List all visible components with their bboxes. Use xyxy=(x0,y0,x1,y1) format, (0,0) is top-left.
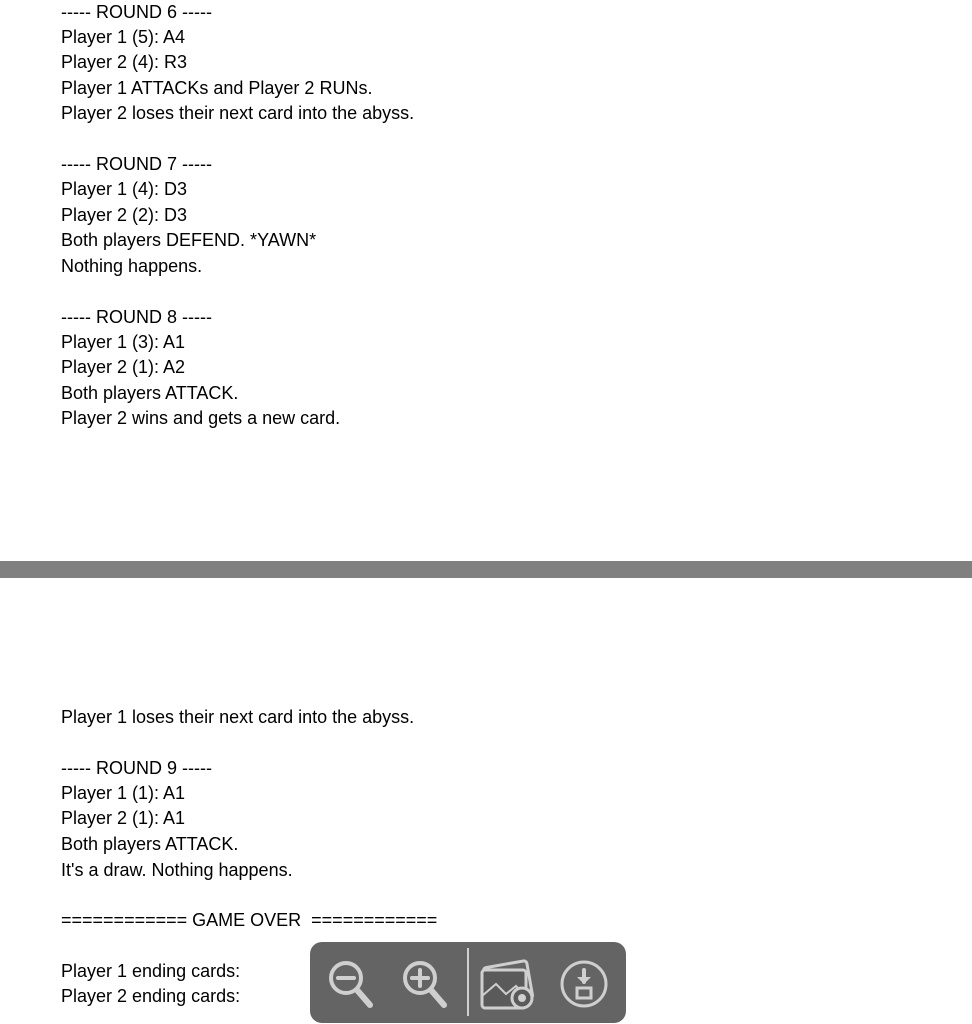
round-7-heading: ----- ROUND 7 ----- xyxy=(61,154,212,174)
round-9-player-1-play: Player 1 (1): A1 xyxy=(61,783,186,803)
open-in-preview-button[interactable] xyxy=(476,950,544,1018)
round-6-result: Player 2 loses their next card into the abyss. xyxy=(61,103,415,123)
round-8-result: Player 2 wins and gets a new card. xyxy=(61,408,341,428)
round-9-heading: ----- ROUND 9 ----- xyxy=(61,758,212,778)
toolbar-divider xyxy=(467,948,469,1016)
round-9-result: It's a draw. Nothing happens. xyxy=(61,860,293,880)
round-8-heading: ----- ROUND 8 ----- xyxy=(61,307,212,327)
zoom-in-icon xyxy=(390,950,458,1018)
open-in-preview-icon xyxy=(476,950,544,1018)
zoom-out-button[interactable] xyxy=(316,950,384,1018)
player-1-ending-cards: Player 1 ending cards: xyxy=(61,961,241,981)
round-7-player-2-play: Player 2 (2): D3 xyxy=(61,205,188,225)
zoom-in-button[interactable] xyxy=(390,950,458,1018)
player-2-ending-cards: Player 2 ending cards: xyxy=(61,986,241,1006)
round-8-player-2-play: Player 2 (1): A2 xyxy=(61,357,186,377)
round-8-result-continued: Player 1 loses their next card into the abyss. xyxy=(61,707,415,727)
zoom-out-icon xyxy=(316,950,384,1018)
round-7-result: Nothing happens. xyxy=(61,256,203,276)
game-over-banner: ============ GAME OVER ============ xyxy=(61,910,438,930)
round-9-player-2-play: Player 2 (1): A1 xyxy=(61,808,186,828)
save-to-device-icon xyxy=(550,950,618,1018)
round-6-player-1-play: Player 1 (5): A4 xyxy=(61,27,186,47)
pdf-viewer-toolbar xyxy=(310,942,626,1023)
round-7-action: Both players DEFEND. *YAWN* xyxy=(61,230,317,250)
page-separator xyxy=(0,561,972,578)
round-7-player-1-play: Player 1 (4): D3 xyxy=(61,179,188,199)
round-6-action: Player 1 ATTACKs and Player 2 RUNs. xyxy=(61,78,373,98)
round-8-action: Both players ATTACK. xyxy=(61,383,239,403)
round-8-player-1-play: Player 1 (3): A1 xyxy=(61,332,186,352)
round-6-player-2-play: Player 2 (4): R3 xyxy=(61,52,188,72)
round-9-action: Both players ATTACK. xyxy=(61,834,239,854)
round-6-heading: ----- ROUND 6 ----- xyxy=(61,2,212,22)
save-to-device-button[interactable] xyxy=(550,950,618,1018)
